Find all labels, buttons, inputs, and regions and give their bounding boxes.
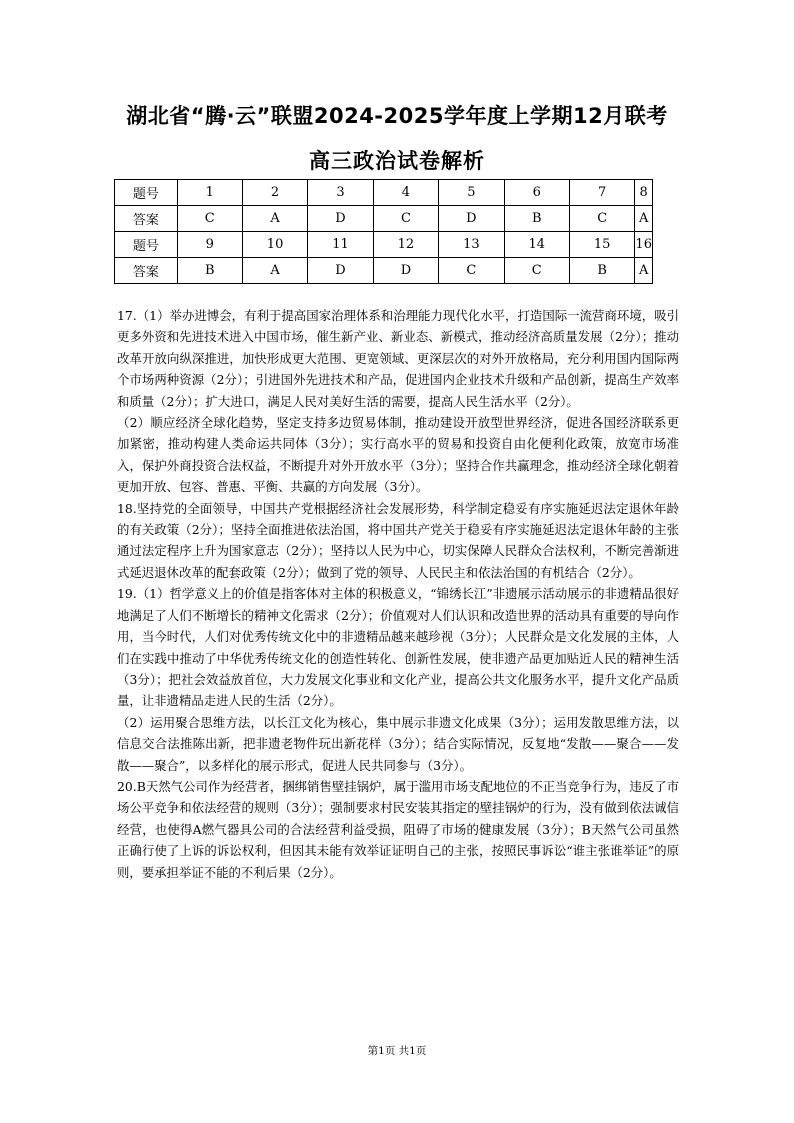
row-label: 答案 <box>115 206 178 232</box>
table-cell: 10 <box>242 232 307 258</box>
answer-17-part-1: 17.（1）举办进博会，有利于提高国家治理体系和治理能力现代化水平，打造国际一流营商环境，吸引更多外资和先进技术进入中国市场，催生新产业、新业态、新模式，推动经济高质量发展（2分）；推动改革开放向纵深推进，加快形成更大范围、更宽领域、更深层次的对外开放格局，充分利用国内国际两个市场两种资源（2分）；引进国外先进技术和产品，促进国内企业技术升级和产品创新，提高生产效率和质量（2分）；扩大进口，满足人民对美好生活的需要，提高人民生活水平（2分）。 <box>117 308 679 409</box>
table-row <box>115 232 653 258</box>
document-title: 湖北省“腾·云”联盟2024-2025学年度上学期12月联考 <box>126 104 668 128</box>
table-cell: D <box>373 258 438 284</box>
table-cell: B <box>504 206 569 232</box>
table-cell: A <box>635 206 653 232</box>
table-row <box>115 180 653 206</box>
table-cell: 3 <box>308 180 373 206</box>
table-cell: 11 <box>308 232 373 258</box>
table-cell: B <box>569 258 634 284</box>
table-cell: 4 <box>373 180 438 206</box>
table-cell: 8 <box>635 180 653 206</box>
answer-19-part-1: 19.（1）哲学意义上的价值是指客体对主体的积极意义，“锦绣长江”非遗展示活动展示的非遗精品很好地满足了人们不断增长的精神文化需求（2分）；价值观对人们认识和改造世界的活动具有重要的导向作用，当今时代，人们对优秀传统文化中的非遗精品越来越珍视（3分）；人民群众是文化发展的主体，人们在实践中推动了中华优秀传统文化的创造性转化、创新性发展，使非遗产品更加贴近人民的精神生活（3分）；把社会效益放首位，大力发展文化事业和文化产业，提高公共文化服务水平，提升文化产品质量，让非遗精品走进人民的生活（2分）。 <box>117 586 679 709</box>
row-label: 题号 <box>115 232 178 258</box>
table-cell: 13 <box>439 232 504 258</box>
answer-explanations <box>117 305 679 883</box>
table-cell: 16 <box>635 232 653 258</box>
table-cell: A <box>242 258 307 284</box>
answer-17-part-2: （2）顺应经济全球化趋势，坚定支持多边贸易体制，推动建设开放型世界经济，促进各国经济联系更加紧密，推动构建人类命运共同体（3分）；实行高水平的贸易和投资自由化便利化政策，放宽市场准入，保护外商投资合法权益，不断提升对外开放水平（3分）；坚持合作共赢理念，推动经济全球化朝着更加开放、包容、普惠、平衡、共赢的方向发展（3分）。 <box>117 415 679 495</box>
table-cell: 7 <box>569 180 634 206</box>
table-row <box>115 258 653 284</box>
table-cell: 9 <box>177 232 242 258</box>
page-footer: 第1页 共1页 <box>367 1045 427 1057</box>
row-label: 答案 <box>115 258 178 284</box>
table-cell: C <box>569 206 634 232</box>
table-cell: C <box>373 206 438 232</box>
table-cell: A <box>635 258 653 284</box>
table-cell: C <box>504 258 569 284</box>
table-cell: 6 <box>504 180 569 206</box>
answer-20: 20.B天然气公司作为经营者，捆绑销售壁挂锅炉，属于滥用市场支配地位的不正当竞争行为，违反了市场公平竞争和依法经营的规则（3分）；强制要求村民安装其指定的壁挂锅炉的行为，没有做到依法诚信经营，也使得A燃气器具公司的合法经营利益受损，阻碍了市场的健康发展（3分）；B天然气公司虽然正确行使了上诉的诉讼权利，但因其未能有效举证证明自己的主张，按照民事诉讼“谁主张谁举证”的原则，要承担举证不能的不利后果（2分）。 <box>117 778 679 880</box>
table-row <box>115 206 653 232</box>
document-subtitle: 高三政治试卷解析 <box>309 149 485 173</box>
answer-18: 18.坚持党的全面领导，中国共产党根据经济社会发展形势，科学制定稳妥有序实施延迟法定退休年龄的有关政策（2分）；坚持全面推进依法治国，将中国共产党关于稳妥有序实施延迟法定退休年龄的主张通过法定程序上升为国家意志（2分）；坚持以人民为中心，切实保障人民群众合法权利，不断完善渐进式延迟退休改革的配套政策（2分）；做到了党的领导、人民民主和依法治国的有机结合（2分）。 <box>117 500 679 580</box>
table-cell: D <box>439 206 504 232</box>
row-label: 题号 <box>115 180 178 206</box>
table-cell: C <box>177 206 242 232</box>
table-cell: 15 <box>569 232 634 258</box>
answer-table <box>114 179 653 284</box>
table-cell: 2 <box>242 180 307 206</box>
table-cell: B <box>177 258 242 284</box>
table-cell: A <box>242 206 307 232</box>
table-cell: D <box>308 206 373 232</box>
answer-19-part-2: （2）运用聚合思维方法，以长江文化为核心，集中展示非遗文化成果（3分）；运用发散思维方法，以信息交合法推陈出新，把非遗老物件玩出新花样（3分）；结合实际情况，反复地“发散——聚合——发散——聚合”，以多样化的展示形式，促进人民共同参与（3分）。 <box>117 714 679 773</box>
table-cell: 12 <box>373 232 438 258</box>
table-cell: D <box>308 258 373 284</box>
table-cell: 5 <box>439 180 504 206</box>
table-cell: C <box>439 258 504 284</box>
table-cell: 1 <box>177 180 242 206</box>
table-cell: 14 <box>504 232 569 258</box>
